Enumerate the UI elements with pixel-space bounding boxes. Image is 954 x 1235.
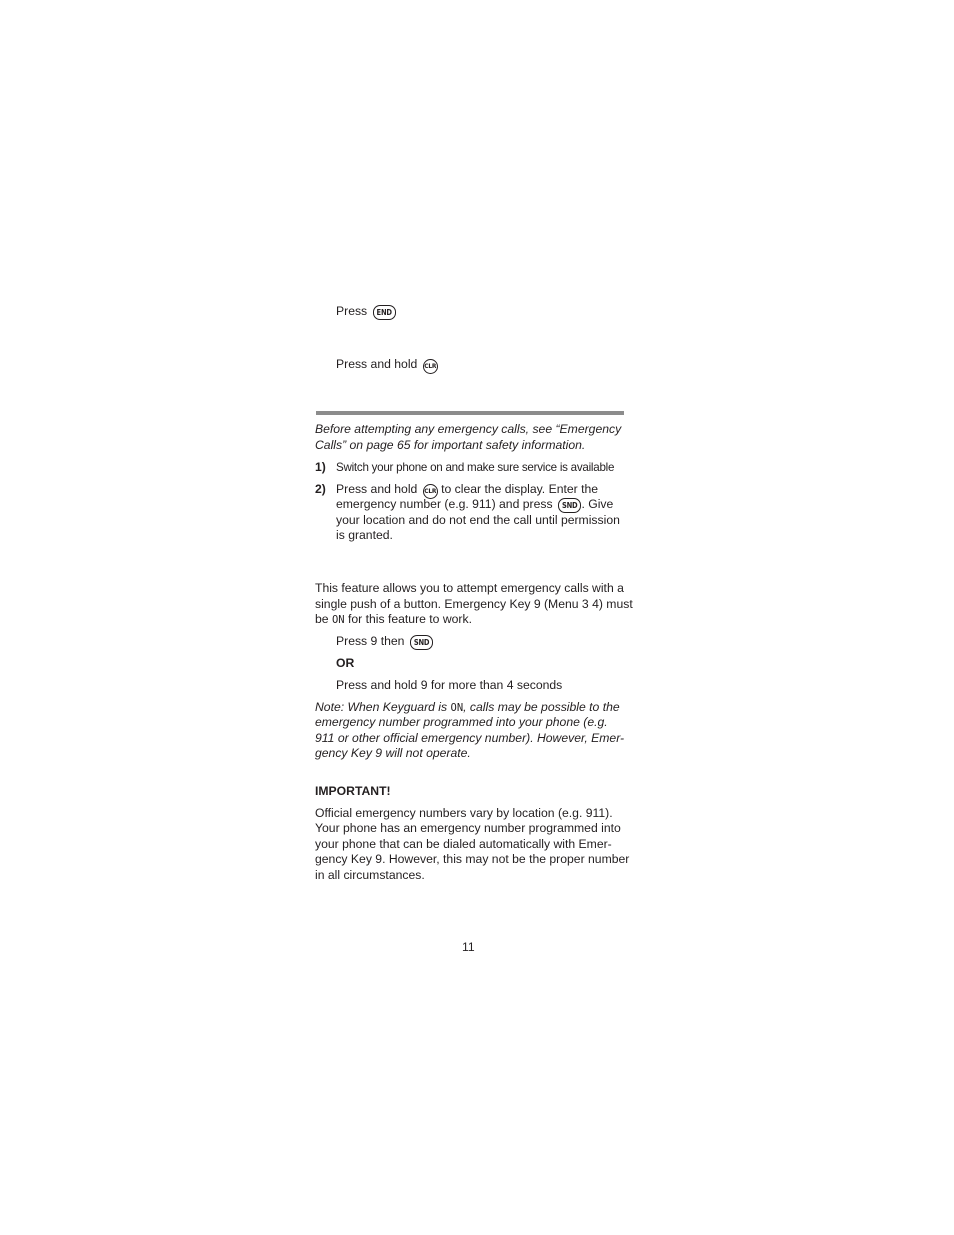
step-2-line-4: is granted.	[336, 528, 393, 542]
snd-key-icon: SND	[410, 635, 434, 650]
note-text: Note: When Keyguard is	[315, 700, 448, 714]
warning-line-2: Calls” on page 65 for important safety information.	[315, 438, 586, 452]
note-line-3: 911 or other official emergency number). However, Emer-	[315, 731, 625, 745]
step-number: 2)	[315, 482, 326, 496]
instruction-text: Press 9 then	[336, 634, 405, 648]
press-end-instruction	[336, 304, 396, 320]
page-number: 11	[462, 940, 475, 954]
step-text: to clear the display. Enter the	[441, 482, 599, 496]
important-line: Your phone has an emergency number programmed into	[315, 821, 621, 835]
note-text: , calls may be possible to the	[463, 700, 620, 714]
important-line: your phone that can be dialed automatically with Emer-	[315, 837, 612, 851]
important-line: gency Key 9. However, this may not be the proper number	[315, 852, 630, 866]
clr-key-icon: CLR	[423, 484, 438, 499]
or-label: OR	[336, 656, 355, 670]
feature-text: for this feature to work.	[348, 612, 472, 626]
step-text: emergency number (e.g. 911) and press	[336, 497, 553, 511]
step-2-line-3: your location and do not end the call until permission	[336, 513, 620, 527]
clr-key-icon: CLR	[423, 359, 438, 374]
step-1-text: Switch your phone on and make sure service is available	[336, 461, 615, 474]
section-divider	[316, 411, 624, 415]
important-heading: IMPORTANT!	[315, 784, 391, 798]
feature-text: be	[315, 612, 329, 626]
instruction-text: Press and hold	[336, 357, 418, 371]
end-key-icon: END	[373, 305, 396, 320]
instruction-text: Press	[336, 304, 368, 318]
step-number: 1)	[315, 460, 326, 474]
on-setting: ON	[450, 702, 464, 714]
feature-line-1: This feature allows you to attempt emergency calls with a	[315, 581, 624, 595]
note-line-2: emergency number programmed into your phone (e.g.	[315, 715, 608, 729]
step-2-line-2	[336, 497, 613, 513]
step-text: Press and hold	[336, 482, 418, 496]
feature-line-2: single push of a button. Emergency Key 9 (Menu 3 4) must	[315, 597, 633, 611]
press-hold-9-instruction: Press and hold 9 for more than 4 seconds	[336, 678, 563, 692]
on-setting: ON	[331, 614, 345, 626]
important-line: in all circumstances.	[315, 868, 425, 882]
press-9-instruction	[336, 634, 433, 650]
note-line-4: gency Key 9 will not operate.	[315, 746, 471, 760]
step-text: . Give	[581, 497, 614, 511]
feature-line-3	[315, 612, 472, 629]
warning-line-1: Before attempting any emergency calls, see “Emergency	[315, 422, 622, 436]
snd-key-icon: SND	[558, 498, 582, 513]
important-line: Official emergency numbers vary by location (e.g. 911).	[315, 806, 613, 820]
press-hold-clr-instruction	[336, 357, 438, 374]
